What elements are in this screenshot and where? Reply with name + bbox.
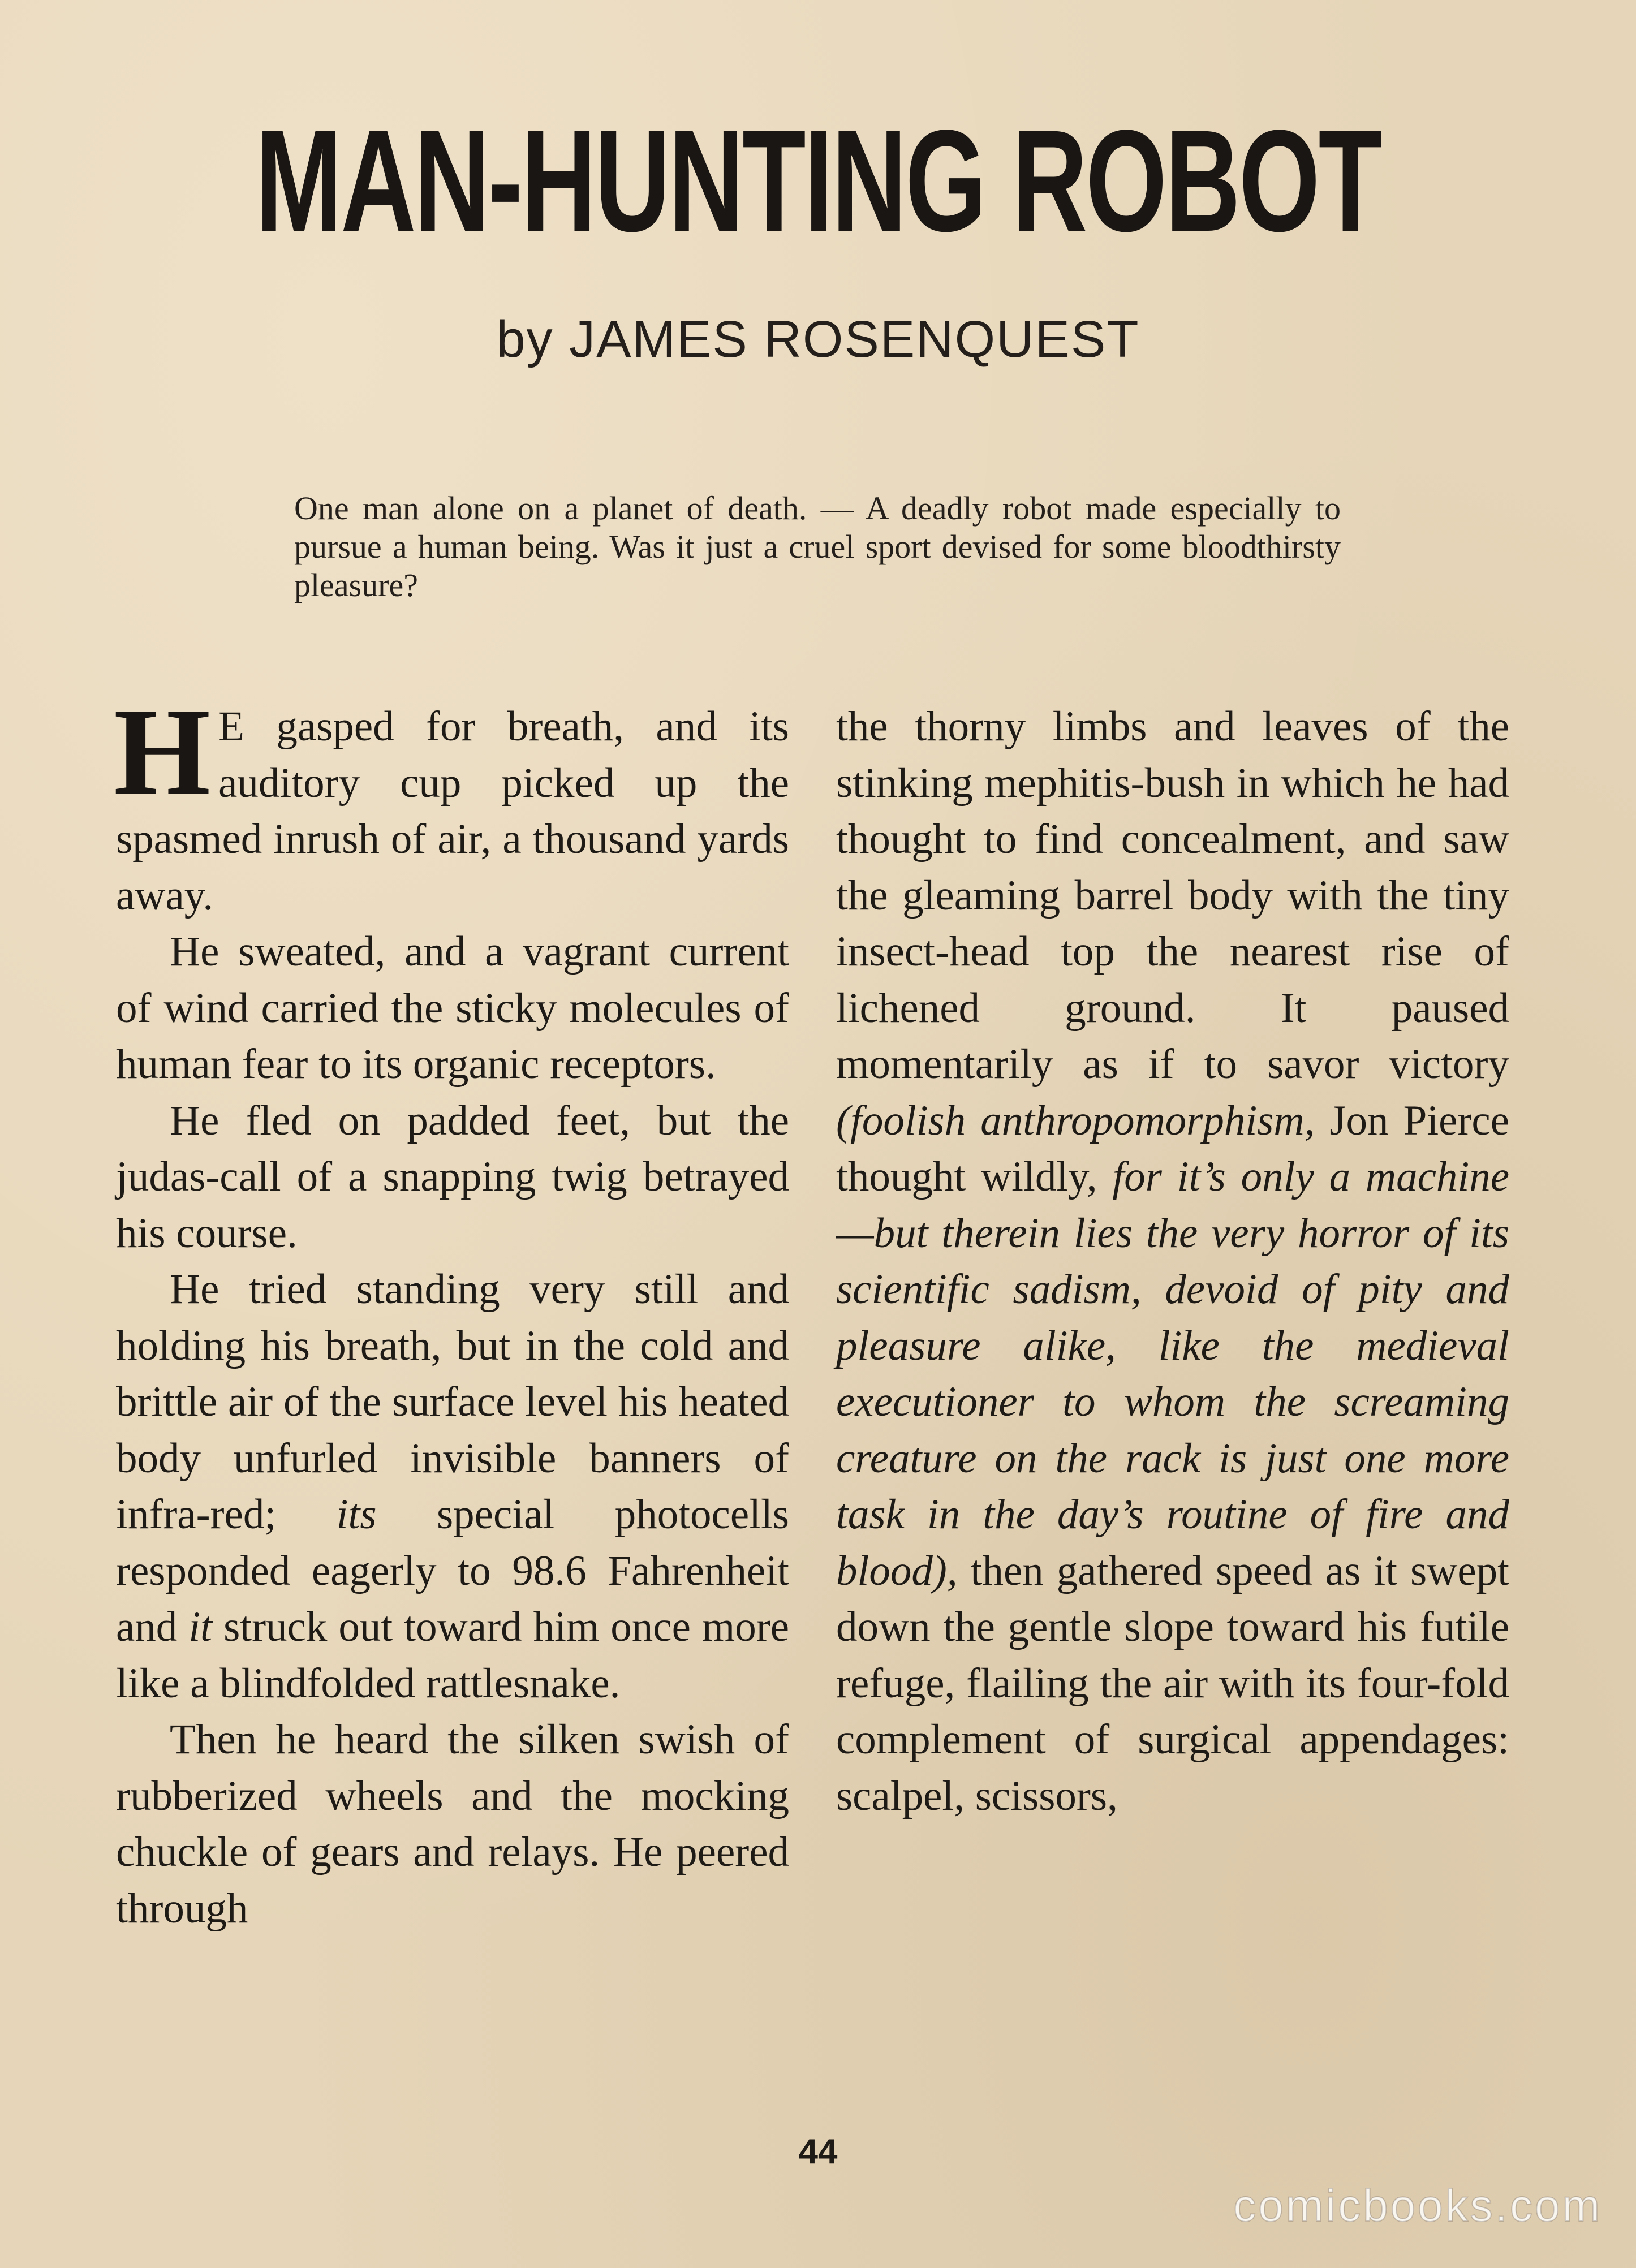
story-blurb: One man alone on a planet of death. — A deadly robot made especially to pursue a human being. Was it just a cruel sport devised for some bloodthirsty pleasure? [294, 490, 1341, 603]
watermark: comicbooks.com [1233, 2180, 1602, 2231]
story-title: MAN-HUNTING ROBOT [255, 100, 1381, 262]
paragraph [116, 1261, 789, 1711]
paragraph-text: the thorny limbs and leaves of the stinking mephitis-bush in which he had thought to find concealment, and saw the gleaming barrel body with the tiny insect-head top the nearest rise of lichened ground. It paused momentarily as if to savor victory [836, 703, 1509, 1088]
italic-text: it [188, 1603, 213, 1650]
paragraph [114, 683, 789, 924]
paragraph-text: special photocells responded eagerly to 98.6 Fahrenheit and [116, 1491, 789, 1650]
right-text-column [836, 698, 1509, 1824]
paragraph: He fled on padded feet, but the judas-call of a snapping twig betrayed his course. [116, 1097, 789, 1257]
italic-text: (foolish anthropomorphism, [836, 1097, 1315, 1144]
drop-cap: H [114, 683, 211, 821]
paragraph [836, 698, 1509, 1824]
paragraph: He sweated, and a vagrant current of wind carried the sticky molecules of human fear to its organic receptors. [116, 928, 789, 1088]
paragraph-text: then gathered speed as it swept down the gentle slope toward his futile refuge, flailing the air with its four-fold complement of surgical appendages: scalpel, scissors, [836, 1547, 1510, 1819]
left-text-column [114, 683, 790, 1937]
paragraph-text: Jon Pierce thought wildly, [836, 1097, 1510, 1200]
italic-text: its [336, 1491, 377, 1538]
page-number: 44 [798, 2132, 838, 2171]
paragraph-text: He tried standing very still and holding his breath, but in the cold and brittle air of the surface level his heated body unfurled invisible banners of infra-red; [116, 1266, 789, 1538]
paragraph: Then he heard the silken swish of rubberized wheels and the mocking chuckle of gears and relays. He peered through [116, 1716, 789, 1932]
italic-text: for it’s only a machine—but therein lies the very horror of its scientific sadism, devoid of pity and pleasure alike, like the medieval executioner to whom the screaming creature on the rack is just one more task in the day’s routine of fire and blood), [836, 1153, 1509, 1594]
paragraph-text: struck out toward him once more like a blindfolded rattlesnake. [116, 1603, 790, 1707]
author-byline: by JAMES ROSENQUEST [496, 311, 1140, 368]
paragraph-text: E gasped for breath, and its auditory cup picked up the spasmed inrush of air, a thousand yards away. [116, 703, 789, 919]
